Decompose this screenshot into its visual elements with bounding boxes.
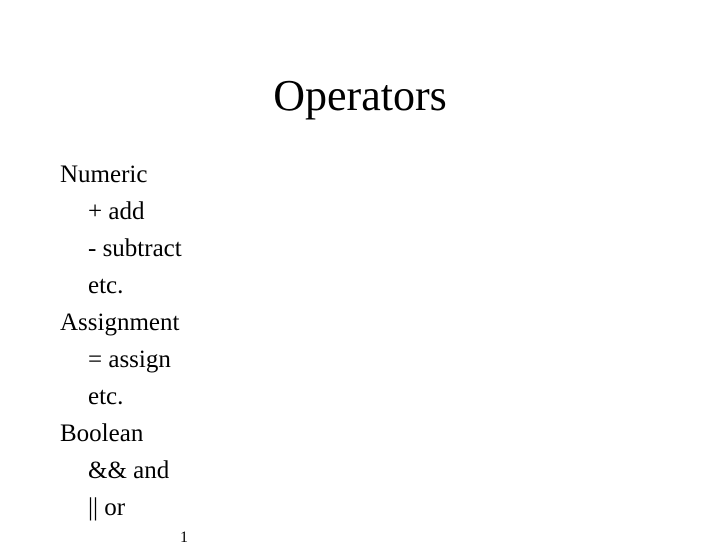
- section-heading-assignment: Assignment: [60, 309, 180, 336]
- slide-body: [60, 156, 560, 526]
- section-heading-numeric: Numeric: [60, 161, 148, 188]
- list-item-etc-numeric: etc.: [88, 272, 124, 299]
- list-item-and: && and: [88, 457, 170, 484]
- list-item-etc-assignment: etc.: [88, 383, 124, 410]
- list-item-assign: = assign: [88, 346, 171, 373]
- page-number-fragment: 1: [180, 529, 188, 546]
- section-heading-boolean: Boolean: [60, 420, 144, 447]
- slide-title: Operators: [273, 71, 447, 120]
- list-item-subtract: - subtract: [88, 235, 182, 262]
- list-item-or: || or: [88, 494, 126, 521]
- list-item-add: + add: [88, 198, 145, 225]
